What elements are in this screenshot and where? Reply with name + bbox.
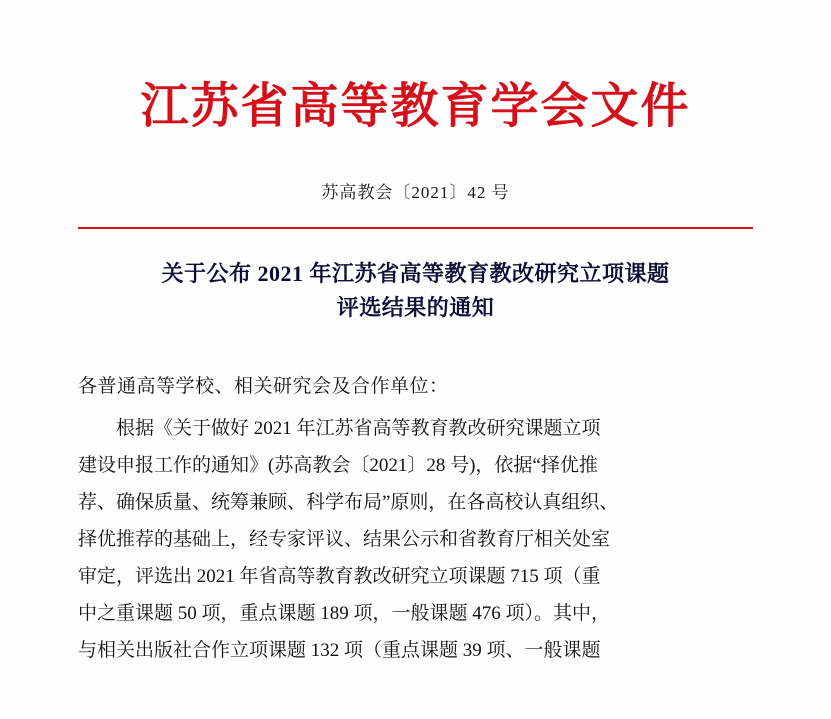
body-line: 择优推荐的基础上，经专家评议、结果公示和省教育厅相关处室 [78, 528, 611, 550]
document-title-line-2: 评选结果的通知 [336, 294, 495, 320]
document-title-line-1: 关于公布 2021 年江苏省高等教育教改研究立项课题 [161, 260, 670, 286]
body-line: 中之重课题 50 项，重点课题 189 项，一般课题 476 项）。其中， [78, 603, 611, 625]
document-number: 苏高教会〔2021〕42 号 [321, 182, 510, 202]
red-divider-rule [78, 227, 753, 229]
body-line: 建设申报工作的通知》(苏高教会〔2021〕28 号)，依据“择优推 [78, 454, 598, 476]
body-line: 荐、确保质量、统筹兼顾、科学布局”原则，在各高校认真组织、 [78, 491, 619, 513]
body-line: 与相关出版社合作立项课题 132 项（重点课题 39 项、一般课题 [78, 640, 601, 662]
document-masthead: 江苏省高等教育学会文件 [140, 80, 691, 133]
document-salutation: 各普通高等学校、相关研究会及合作单位： [78, 375, 449, 397]
body-line: 审定，评选出 2021 年省高等教育教改研究立项课题 715 项（重 [78, 565, 601, 587]
document-title [78, 257, 753, 325]
document-body-paragraph [78, 410, 753, 669]
body-line: 根据《关于做好 2021 年江苏省高等教育教改研究课题立项 [116, 417, 601, 439]
